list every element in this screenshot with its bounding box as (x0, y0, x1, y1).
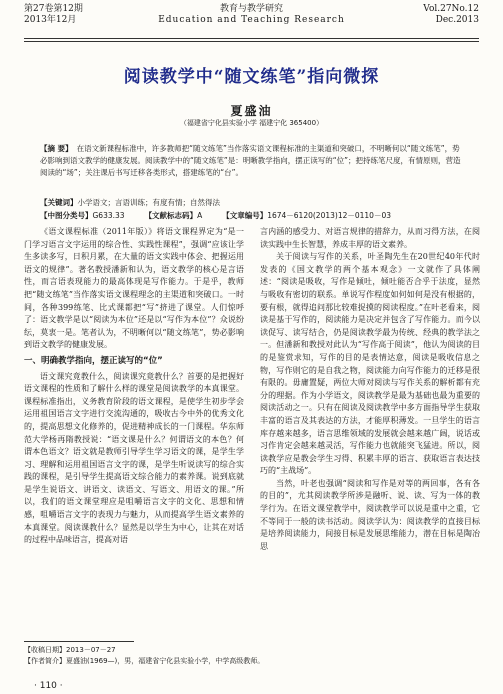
abstract-label: 【摘 要】 (40, 144, 73, 153)
keywords-label: 【关键词】 (40, 198, 78, 207)
journal-issue-info-en (423, 4, 479, 26)
header-rule-bottom (24, 41, 479, 42)
issue-date-en: Dec.2013 (435, 15, 479, 25)
article-title: 阅读教学中“随文练笔”指向微探 (123, 67, 380, 87)
received-date: 【收稿日期】2013－07－27 (24, 646, 116, 654)
volume-issue: 第27卷第12期 (24, 4, 83, 14)
section-heading: 一、明确教学指向，摆正读写的“位” (24, 355, 163, 366)
clc-label: 【中图分类号】 (40, 211, 93, 220)
doc-code-label: 【文献标志码】 (144, 211, 198, 220)
body-paragraph: 关于阅读与写作的关系，叶圣陶先生在20世纪40年代时发表的《国文教学的两个基本观念》一文就作了具体阐述：“阅读是吸收，写作是倾吐，倾吐能否合乎于法度，显然与吸收有密切的联系。单说写作程度如何如何是没有根据的，要有根，就得追问那比较难捉摸的阅读程度。”在叶老看来，阅读是基于写作的，阅读能力是决定并包含了写作能力。而今以读促写、读写结合，仍是阅读教学最为传统、经典的教学法之一。但潘新和教授对此认为“写作高于阅读”，他认为阅读的目的是鉴赏求知，写作的目的是表情达意，阅读是吸收信息之物，写作则它的是自我之物，阅读能力向写作能力的迁移是很有限的。毋庸置疑，两位大师对阅读与写作关系的解析都有充分的理据。作为小学语文，阅读教学是最为基础也最为重要的阅读活动之一。只有在阅读及阅读教学中多方面指导学生获取丰富的语言及其表达的方法，才能厚积薄发。一旦学生的语言库存越来越多，语言思维领域的发展就会越来越广阔，说话或习作肯定会越来越灵活，写作能力也就能突飞猛进。所以，阅读教学应是教会学生习得、积累丰厚的语言、获取语言表达技巧的“主战场”。 (260, 252, 480, 476)
article-no: 1674－6120(2013)12－0110－03 (267, 211, 391, 220)
article-no-label: 【文章编号】 (222, 211, 268, 220)
body-column-left (24, 226, 244, 547)
page-number: · 110 · (34, 681, 63, 691)
author-bio: 【作者简介】夏盛油(1969—)，男，福建省宁化县实验小学，中学高级教师。 (24, 657, 265, 665)
journal-name (24, 4, 479, 26)
clc-code: G633.33 (92, 211, 125, 220)
body-paragraph: 当然，叶老也强调“阅读和写作是对等的两回事，各有各的目的”，尤其阅读教学所涉是融听、说、读、写为一体的教学行为。在语文课堂教学中，阅读教学可以说是重中之重，它不等同于一般的读书活动。阅读学认为：阅读教学的直接目标是培养阅读能力，间接目标是发展思维能力，潜在目标是陶冶思 (260, 478, 480, 551)
abstract (40, 143, 463, 179)
abstract-text: 在语文新课程标准中，许多教师把“随文练笔”当作落实语文课程标准的主渠道和突破口，不明晰何以“随文练笔”，势必影响到语文教学的健康发展。阅读教学中的“随文练笔”是：明晰教学指向，摆正读写的“位”；把持练笔尺度，有情原则，营造阅读的“场”；关注课后书写迁移各类形式，搭建练笔的“台”。 (40, 144, 461, 177)
author-affiliation: （福建省宁化县实验小学 福建宁化 365400） (179, 119, 324, 127)
classification-row (40, 210, 463, 221)
body-paragraph: 言内涵的感受力、对语言规律的措辞力，从而习得方法，在阅读实践中生长智慧，养成丰厚的语文素养。 (260, 227, 480, 249)
body-paragraph: 《语文课程标准（2011年版）》将语文课程界定为“是一门学习语言文字运用的综合性、实践性课程”，强调“应该让学生多读多写，日积月累，在大量的语文实践中体会、把握运用语文的规律”。著名教授潘新和认为，语文教学的核心是言语性，而言语表现能力的最高体现是写作能力。于是乎，教师把“随文练笔”当作落实语文课程理念的主渠道和突破口。一时间，各种399练笔、比式课都把“写”挤进了课堂。人们惊呼了：语文教学是以“阅读为本位”还是以“写作为本位”？众说纷纭，莫衷一是。笔者认为，不明晰何以“随文练笔”，势必影响到语文教学的健康发展。 (24, 227, 244, 350)
running-header (24, 4, 479, 34)
journal-title-cn: 教育与教学研究 (219, 4, 283, 14)
keywords-row (40, 197, 463, 208)
body-column-right (260, 226, 480, 553)
journal-title-en: Education and Teaching Research (158, 15, 345, 25)
footnote-rule (24, 641, 134, 642)
volume-issue-en: Vol.27No.12 (423, 4, 479, 14)
doc-code: A (197, 211, 203, 220)
body-paragraph: 语文课究竟教什么，阅读课究竟教什么？首要的是把握好语文课程的性质和了解什么样的课堂是阅读教学的本真课堂。课程标准指出，义务教育阶段的语文课程，是使学生初步学会运用祖国语言文字进行交流沟通的，吸收古今中外的优秀文化的，提高思想文化修养的，促进精神成长的一门课程。华东师范大学杨再隋教授说：“语文课是什么？何谓语文的本色？何谓本色语文？语文就是教师引导学生学习语文的课，是学生学习、理解和运用祖国语言文字的课，是学生听说读写的综合实践的课程，是引导学生提高语文综合能力的素养课。说到底就是学生说语文、讲语文、读语文、写语文、用语文的课。”所以，我们的语文课堂理应是咀嚼语言文字的文化、思想和情感，咀嚼语言文字的表现力与魅力，从而提高学生语文素养的本真课堂。阅读课教什么？显然是以学生为中心，让其在对话的过程中品味语言，提高对语 (24, 371, 244, 545)
issue-date: 2013年12月 (24, 15, 77, 25)
article-author: 夏盛油 (230, 104, 273, 118)
keywords: 小学语文；言语训练；有度有情；自然得法 (77, 198, 220, 207)
header-rule-top (24, 38, 479, 39)
footnotes (24, 641, 479, 667)
article-meta (40, 195, 463, 221)
